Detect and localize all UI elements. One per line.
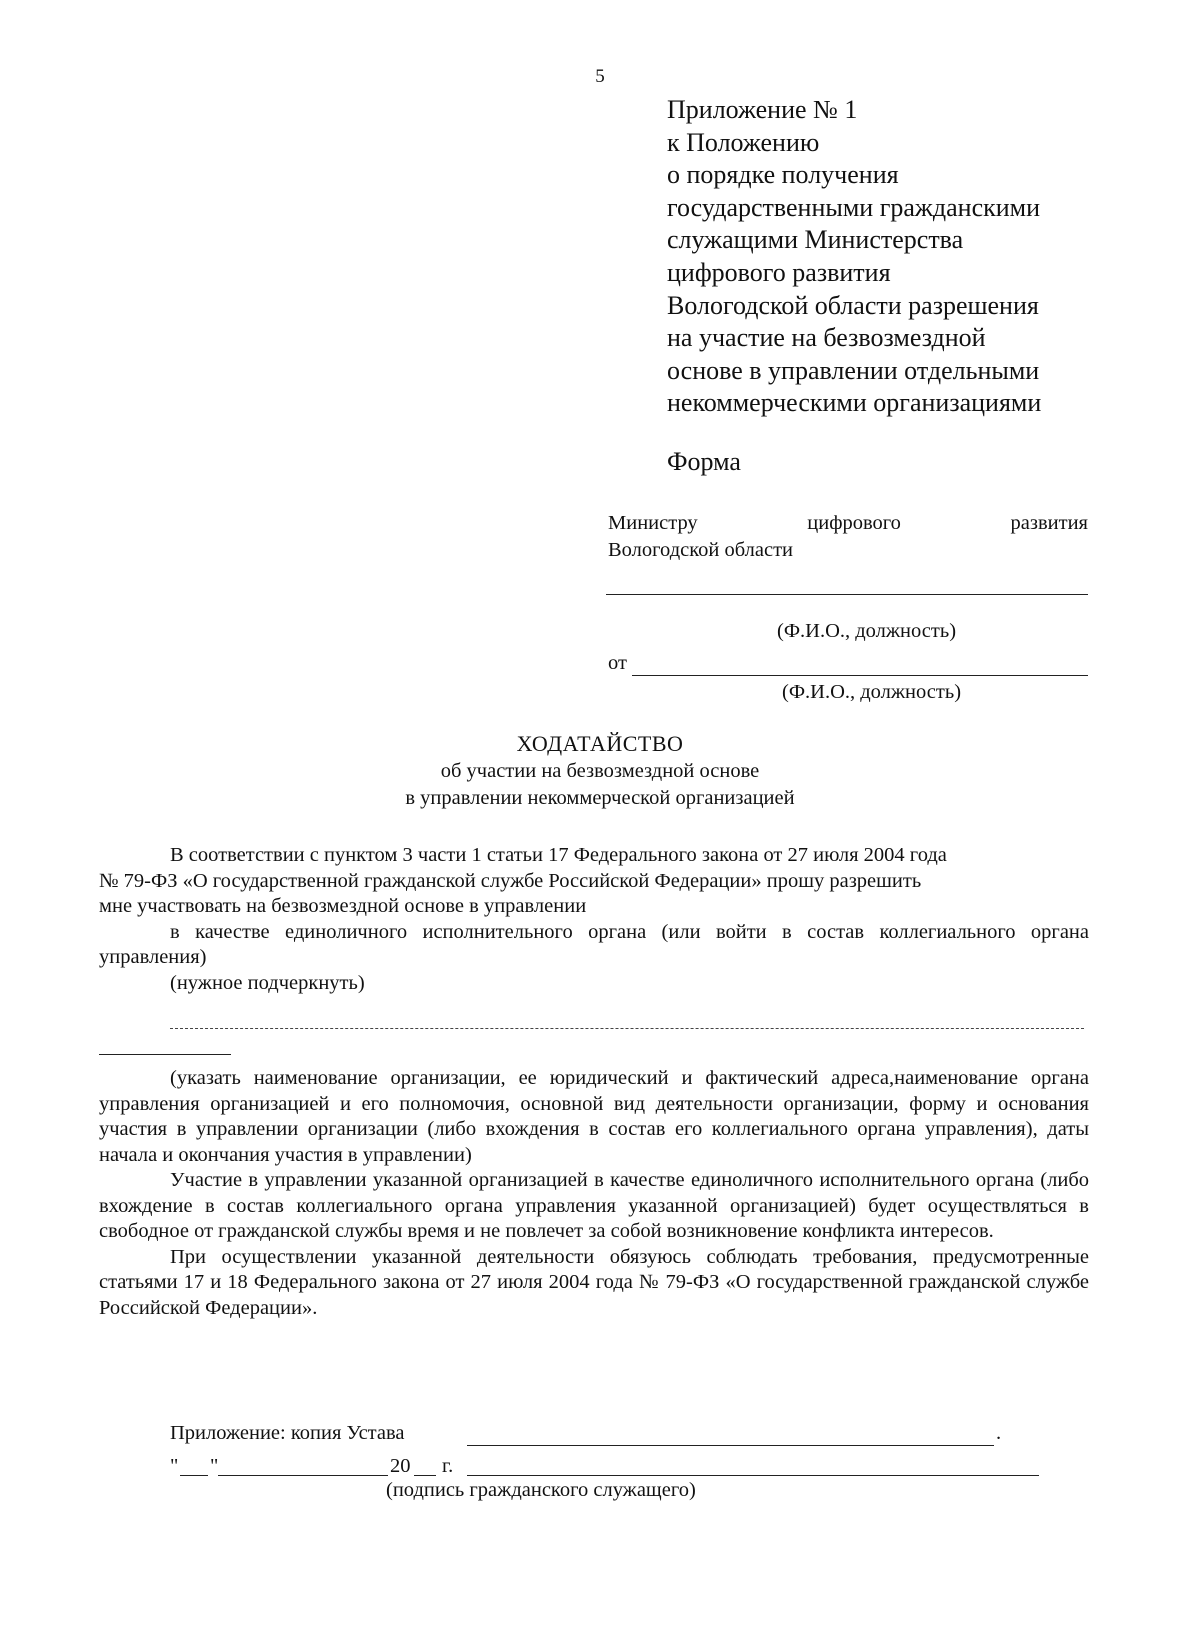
appendix-line: Приложение № 1 xyxy=(667,95,858,124)
attachment-end: . xyxy=(996,1422,1002,1444)
paragraph-line: № 79-ФЗ «О государственной гражданской службе Российской Федерации» прошу разрешить xyxy=(99,869,922,892)
addressee-name-field[interactable] xyxy=(606,594,1088,595)
title-sub: в управлении некоммерческой организацией xyxy=(405,787,795,809)
date-month-field[interactable] xyxy=(218,1475,388,1476)
document-title xyxy=(0,730,1200,812)
appendix-line: служащими Министерства xyxy=(667,225,964,255)
appendix-line: некоммерческими организациями xyxy=(667,388,1042,418)
date-quote-close: " xyxy=(210,1455,219,1477)
paragraph-line: В соответствии с пунктом 3 части 1 статьи 17 Федерального закона от 27 июля 2004 года xyxy=(170,844,947,866)
body-section-1 xyxy=(99,843,1089,996)
appendix-line: о порядке получения xyxy=(667,160,899,190)
addressee-word: развития xyxy=(1010,512,1088,534)
organization-field[interactable] xyxy=(170,1028,1084,1029)
paragraph: (указать наименование организации, ее юридический и фактический адреса,наименование органа управления организацией и его полномочия, основной вид деятельности организации, форму и основания участия в управлении организации (либо вхождения в состав его коллегиального органа управления), даты начала и окончания участия в управлении) xyxy=(99,1067,1089,1166)
title-main: ХОДАТАЙСТВО xyxy=(516,731,684,756)
addressee-line-1 xyxy=(608,510,1088,537)
appendix-line: цифрового развития xyxy=(667,257,891,287)
form-label: Форма xyxy=(667,447,741,476)
appendix-line: на участие на безвозмездной xyxy=(667,323,986,353)
paragraph: в качестве единоличного исполнительного органа (или войти в состав коллегиального органа управления) xyxy=(99,920,1089,968)
year-suffix: г. xyxy=(442,1455,454,1477)
year-prefix: 20 xyxy=(390,1455,411,1477)
addressee-block xyxy=(608,510,1088,564)
signature-caption: (подпись гражданского служащего) xyxy=(386,1479,696,1501)
attachment-field[interactable] xyxy=(467,1445,994,1446)
addressee-caption: (Ф.И.О., должность) xyxy=(777,620,957,642)
appendix-line: основе в управлении отдельными xyxy=(667,355,1040,385)
date-day-field[interactable] xyxy=(180,1475,208,1476)
page-number: 5 xyxy=(595,66,605,87)
title-sub: об участии на безвозмездной основе xyxy=(440,760,760,782)
paragraph: При осуществлении указанной деятельности обязуюсь соблюдать требования, предусмотренные статьями 17 и 18 Федерального закона от 27 июля 2004 года № 79-ФЗ «О государственной гражданской службе Российской Федерации». xyxy=(99,1245,1089,1319)
organization-field-continued[interactable] xyxy=(99,1054,231,1055)
appendix-header xyxy=(667,94,1041,420)
paragraph: (нужное подчеркнуть) xyxy=(170,971,365,994)
appendix-line: к Положению xyxy=(667,127,820,157)
date-year-field[interactable] xyxy=(414,1475,436,1476)
sender-caption: (Ф.И.О., должность) xyxy=(782,681,962,703)
from-label: от xyxy=(608,652,627,674)
addressee-word: Министру xyxy=(608,512,698,534)
addressee-line-2: Вологодской области xyxy=(608,539,794,561)
sender-name-field[interactable] xyxy=(632,675,1088,676)
paragraph: Участие в управлении указанной организацией в качестве единоличного исполнительного органа (либо вхождение в состав коллегиального органа управления указанной организацией) будет осуществляться в свободное от гражданской службы время и не повлечет за собой возникновение конфликта интересов. xyxy=(99,1169,1089,1242)
appendix-line: государственными гражданскими xyxy=(667,192,1041,222)
attachment-label: Приложение: копия Устава xyxy=(170,1422,405,1444)
addressee-word: цифрового xyxy=(807,512,901,534)
signature-field[interactable] xyxy=(467,1475,1039,1476)
appendix-line: Вологодской области разрешения xyxy=(667,290,1039,320)
date-quote-open: " xyxy=(170,1455,179,1477)
paragraph-line: мне участвовать на безвозмездной основе в управлении xyxy=(99,895,587,917)
body-section-2 xyxy=(99,1066,1089,1321)
